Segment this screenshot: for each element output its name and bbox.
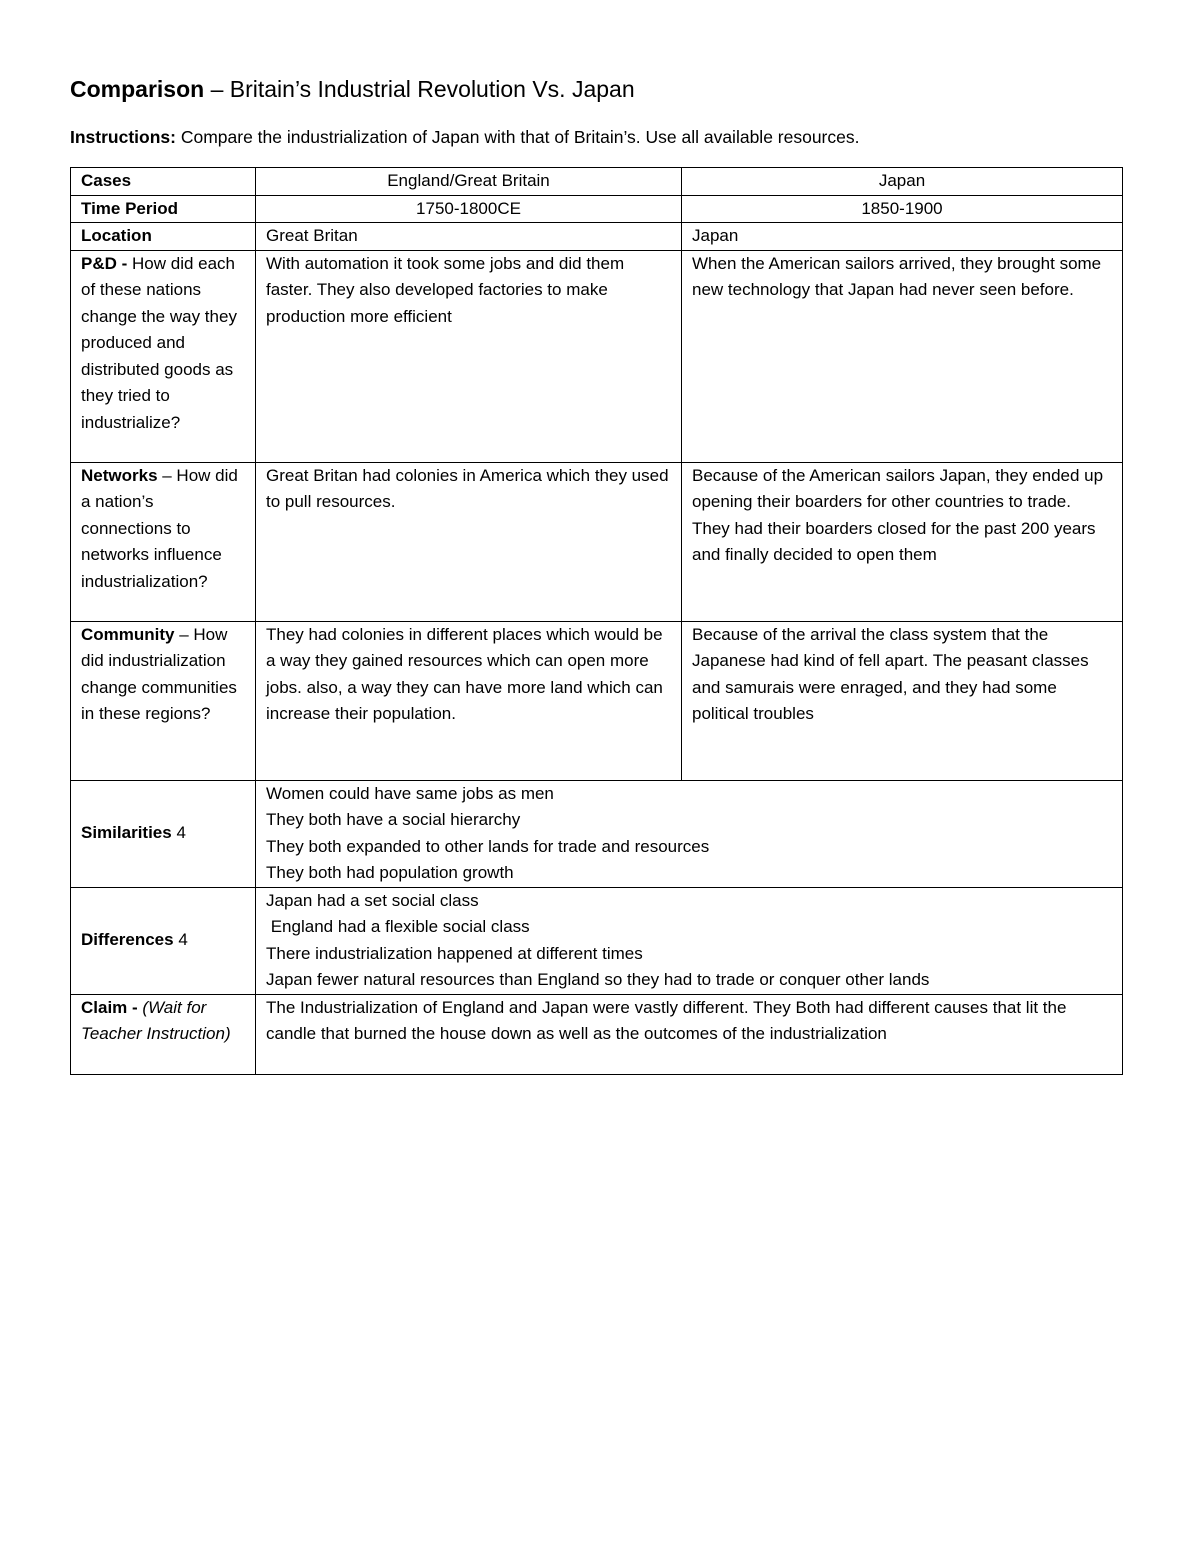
differences-list — [256, 887, 1123, 994]
list-item: They both had population growth — [266, 863, 514, 882]
title-rest: – Britain’s Industrial Revolution Vs. Japan — [204, 76, 635, 102]
community-britain: They had colonies in different places which would be a way they gained resources which can open more jobs. also, a way they can have more land which can increase their population. — [256, 621, 682, 780]
time-period-label: Time Period — [71, 195, 256, 223]
community-label-rest: – How did industrialization change communities in these regions? — [81, 624, 237, 723]
table-row-differences — [71, 887, 1123, 994]
pd-label-cell — [71, 250, 256, 462]
header-japan: Japan — [682, 168, 1123, 196]
networks-label-rest: – How did a nation’s connections to networks influence industrialization? — [81, 465, 238, 591]
table-row-community — [71, 621, 1123, 780]
comparison-table — [70, 167, 1123, 1075]
header-britain: England/Great Britain — [256, 168, 682, 196]
community-label-cell — [71, 621, 256, 780]
list-item: Japan had a set social class — [266, 890, 479, 910]
claim-label-bold: Claim - — [81, 997, 138, 1017]
location-britain: Great Britan — [256, 223, 682, 251]
community-japan: Because of the arrival the class system that the Japanese had kind of fell apart. The peasant classes and samurais were enraged, and they had some political troubles — [682, 621, 1123, 780]
document-title — [70, 74, 635, 104]
similarities-label-cell — [71, 780, 256, 887]
location-label: Location — [71, 223, 256, 251]
list-item: They both expanded to other lands for trade and resources — [266, 836, 710, 856]
pd-label-rest: How did each of these nations change the way they produced and distributed goods as they tried to industrialize? — [81, 253, 237, 432]
table-row-pd — [71, 250, 1123, 462]
list-item: They both have a social hierarchy — [266, 810, 521, 829]
claim-text: The Industrialization of England and Japan were vastly different. They Both had different causes that lit the candle that burned the house down as well as the outcomes of the industrialization — [256, 994, 1123, 1074]
instructions-label: Instructions: — [70, 127, 176, 147]
networks-label-cell — [71, 462, 256, 621]
table-row-location — [71, 223, 1123, 251]
list-item: Japan fewer natural resources than England so they had to trade or conquer other lands — [266, 970, 930, 989]
list-item: Women could have same jobs as men — [266, 783, 554, 803]
title-bold: Comparison — [70, 76, 205, 102]
differences-label-bold: Differences — [81, 930, 174, 950]
header-cases: Cases — [71, 168, 256, 196]
community-label-bold: Community — [81, 624, 175, 644]
networks-label-bold: Networks — [81, 465, 158, 485]
time-period-japan: 1850-1900 — [682, 195, 1123, 223]
similarities-list — [256, 780, 1123, 887]
pd-label-bold: P&D - — [81, 253, 128, 273]
differences-label-cell — [71, 887, 256, 994]
table-row-similarities — [71, 780, 1123, 887]
list-item: England had a flexible social class — [266, 917, 530, 936]
similarities-label-bold: Similarities — [81, 823, 172, 843]
table-header-row — [71, 168, 1123, 196]
similarities-label-rest: 4 — [171, 823, 186, 843]
location-japan: Japan — [682, 223, 1123, 251]
table-row-networks — [71, 462, 1123, 621]
differences-label-rest: 4 — [173, 930, 188, 950]
pd-britain: With automation it took some jobs and did them faster. They also developed factories to make production more efficient — [256, 250, 682, 462]
table-row-time-period — [71, 195, 1123, 223]
claim-label-italic: (Wait for Teacher Instruction) — [81, 997, 231, 1043]
instructions-text: Compare the industrialization of Japan with that of Britain’s. Use all available resources. — [175, 127, 860, 147]
networks-japan: Because of the American sailors Japan, they ended up opening their boarders for other countries to trade. They had their boarders closed for the past 200 years and finally decided to open them — [682, 462, 1123, 621]
time-period-britain: 1750-1800CE — [256, 195, 682, 223]
claim-label-cell — [71, 994, 256, 1074]
instructions — [70, 125, 859, 149]
table-row-claim — [71, 994, 1123, 1074]
list-item: There industrialization happened at different times — [266, 943, 643, 963]
pd-japan: When the American sailors arrived, they brought some new technology that Japan had never seen before. — [682, 250, 1123, 462]
networks-britain: Great Britan had colonies in America which they used to pull resources. — [256, 462, 682, 621]
